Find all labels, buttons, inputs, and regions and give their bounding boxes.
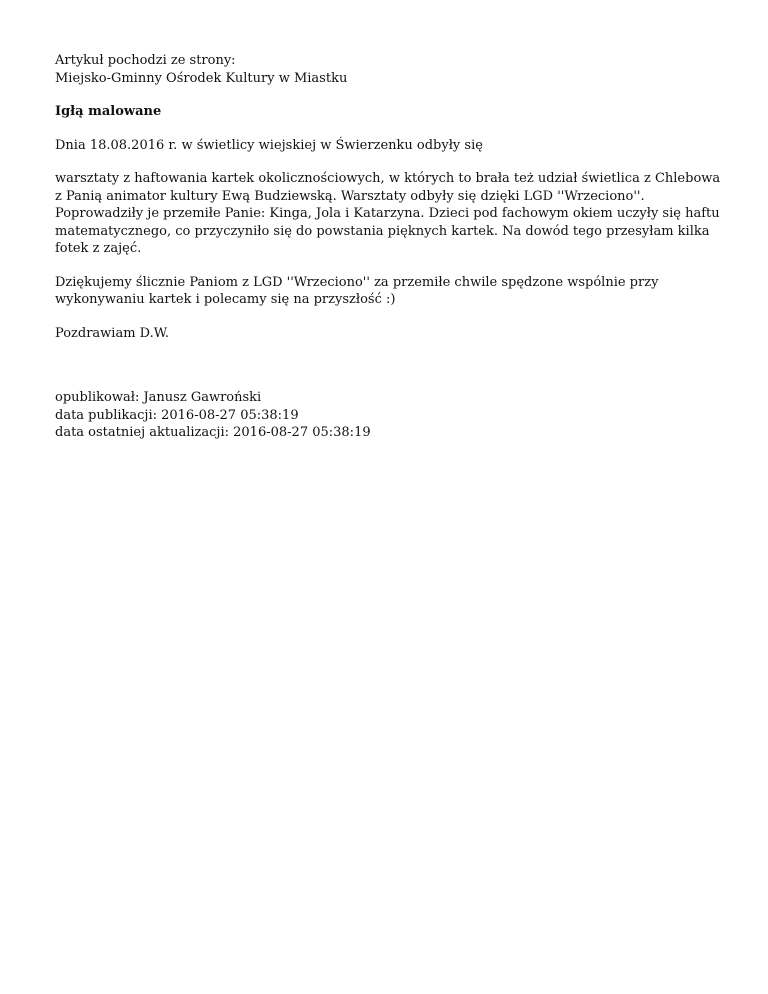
body-line: fotek z zajęć.: [55, 241, 142, 256]
body-line: Poprowadziły je przemiłe Panie: Kinga, Jola i Katarzyna. Dzieci pod fachowym okiem uczyły się haftu: [55, 206, 720, 221]
source-info: [55, 52, 715, 87]
source-label: Artykuł pochodzi ze strony:: [55, 53, 236, 68]
body-line: warsztaty z haftowania kartek okolicznościowych, w których to brała też udział świetlica z Chlebowa: [55, 171, 721, 186]
thanks-line: Dziękujemy ślicznie Paniom z LGD ''Wrzeciono'' za przemiłe chwile spędzone wspólnie przy: [55, 274, 659, 290]
document-page: [55, 52, 721, 442]
publication-meta: [55, 389, 715, 442]
updated-date: data ostatniej aktualizacji: 2016-08-27 05:38:19: [55, 425, 371, 440]
article-intro: Dnia 18.08.2016 r. w świetlicy wiejskiej w Świerzenku odbyły się: [55, 137, 483, 153]
thanks-line: wykonywaniu kartek i polecamy się na przyszłość :): [55, 292, 396, 307]
article-title: Igłą malowane: [55, 104, 162, 119]
body-line: matematycznego, co przyczyniło się do powstania pięknych kartek. Na dowód tego przesyłam kilka: [55, 223, 710, 239]
published-by: opublikował: Janusz Gawroński: [55, 390, 262, 405]
article-body: [55, 170, 721, 258]
article-thanks: [55, 274, 715, 309]
source-organization: Miejsko-Gminny Ośrodek Kultury w Miastku: [55, 70, 348, 86]
article-signature: Pozdrawiam D.W.: [55, 325, 169, 341]
published-date: data publikacji: 2016-08-27 05:38:19: [55, 407, 299, 423]
body-line: z Panią animator kultury Ewą Budziewską. Warsztaty odbyły się dzięki LGD ''Wrzeciono''.: [55, 188, 645, 204]
